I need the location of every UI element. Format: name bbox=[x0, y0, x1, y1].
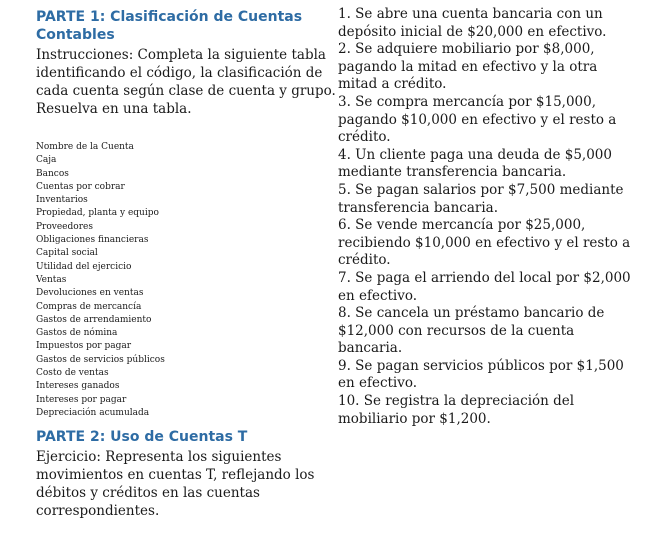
account-item: Intereses ganados bbox=[36, 381, 120, 392]
account-item: Propiedad, planta y equipo bbox=[36, 208, 159, 219]
transaction-item: 3. Se compra mercancía por $15,000, pagando $10,000 en efectivo y el resto a crédito. bbox=[338, 93, 617, 146]
account-item: Compras de mercancía bbox=[36, 301, 142, 312]
account-item: Utilidad del ejercicio bbox=[36, 261, 132, 272]
account-item: Ventas bbox=[36, 274, 67, 285]
part1-instructions: Instrucciones: Completa la siguiente tabla identificando el código, la clasificación de cada cuenta según clase de cuenta y grupo. Resuelva en una tabla. bbox=[36, 47, 336, 117]
transaction-item: 9. Se pagan servicios públicos por $1,500 en efectivo. bbox=[338, 357, 624, 392]
account-item: Gastos de arrendamiento bbox=[36, 314, 152, 325]
transaction-item: 6. Se vende mercancía por $25,000, recibiendo $10,000 en efectivo y el resto a crédito. bbox=[338, 217, 631, 269]
part2-title: PARTE 2: Uso de Cuentas T bbox=[36, 429, 248, 445]
account-item: Gastos de nómina bbox=[36, 328, 118, 339]
accounts-list bbox=[36, 141, 336, 420]
account-item: Obligaciones financieras bbox=[36, 235, 149, 246]
part2-section bbox=[36, 428, 316, 520]
transaction-item: 10. Se registra la depreciación del mobiliario por $1,200. bbox=[338, 393, 575, 427]
part1-title: PARTE 1: Clasificación de Cuentas Contables bbox=[36, 9, 303, 43]
account-item: Intereses por pagar bbox=[36, 394, 127, 405]
transaction-item: 7. Se paga el arriendo del local por $2,000 en efectivo. bbox=[338, 269, 631, 304]
transactions-list bbox=[338, 6, 638, 428]
accounts-header: Nombre de la Cuenta bbox=[36, 142, 134, 152]
transaction-item: 8. Se cancela un préstamo bancario de $12,000 con recursos de la cuenta bancaria. bbox=[338, 305, 605, 357]
part1-section bbox=[36, 8, 336, 420]
account-item: Proveedores bbox=[36, 221, 93, 232]
account-item: Inventarios bbox=[36, 195, 88, 206]
part2-exercise: Ejercicio: Representa los siguientes movimientos en cuentas T, reflejando los débitos y créditos en las cuentas correspondientes. bbox=[36, 449, 315, 519]
account-item: Bancos bbox=[36, 168, 69, 179]
account-item: Impuestos por pagar bbox=[36, 341, 132, 352]
transaction-item: 2. Se adquiere mobiliario por $8,000, pagando la mitad en efectivo y la otra mitad a crédito. bbox=[338, 41, 598, 93]
account-item: Devoluciones en ventas bbox=[36, 288, 144, 299]
account-item: Costo de ventas bbox=[36, 368, 109, 379]
transaction-item: 4. Un cliente paga una deuda de $5,000 mediante transferencia bancaria. bbox=[338, 146, 612, 181]
transaction-item: 5. Se pagan salarios por $7,500 mediante transferencia bancaria. bbox=[338, 181, 624, 216]
account-item: Caja bbox=[36, 155, 57, 166]
account-item: Gastos de servicios públicos bbox=[36, 354, 165, 365]
account-item: Capital social bbox=[36, 248, 98, 259]
transaction-item: 1. Se abre una cuenta bancaria con un depósito inicial de $20,000 en efectivo. bbox=[338, 6, 607, 40]
account-item: Depreciación acumulada bbox=[36, 407, 150, 418]
account-item: Cuentas por cobrar bbox=[36, 181, 125, 192]
